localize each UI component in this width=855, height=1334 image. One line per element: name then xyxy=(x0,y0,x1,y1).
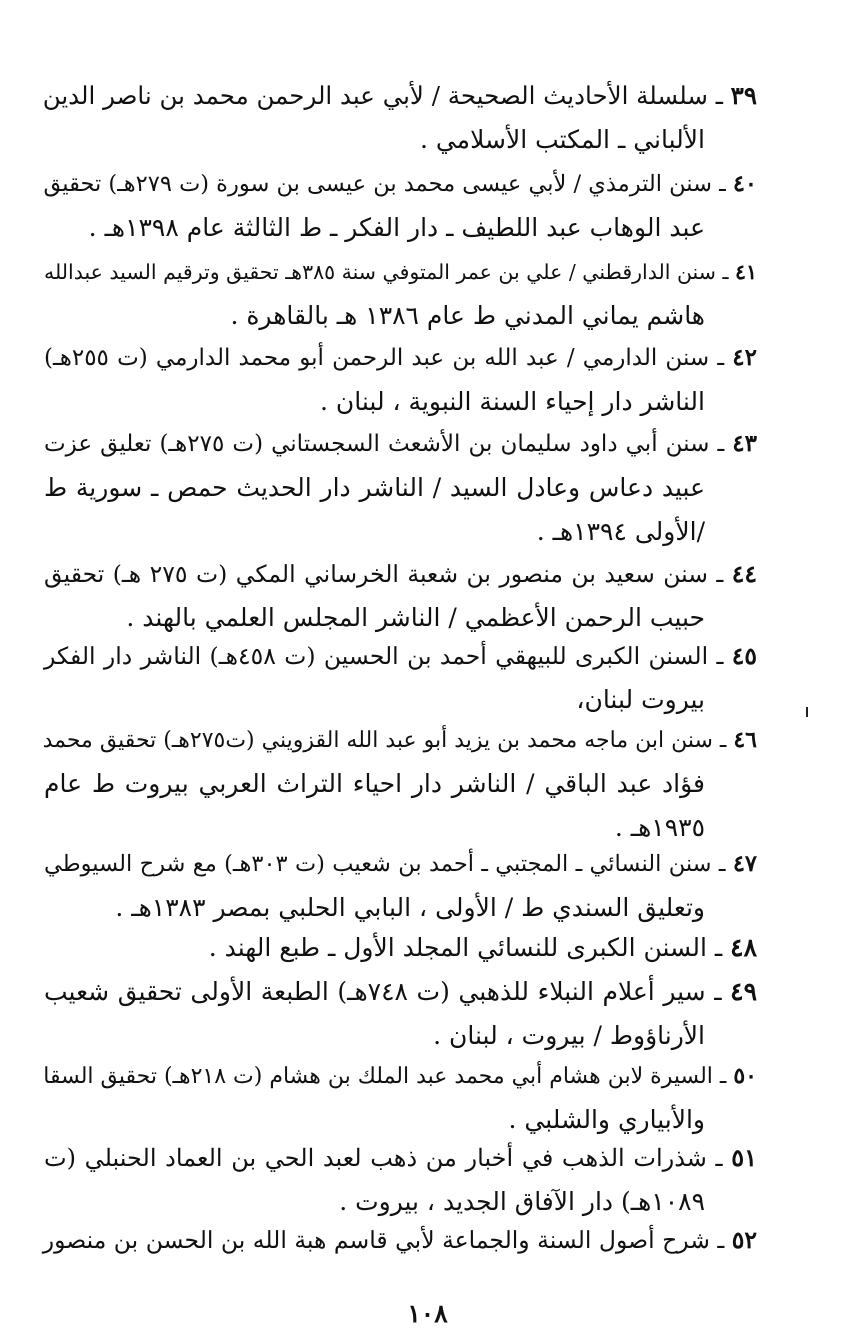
entry-text: سلسلة الأحاديث الصحيحة / لأبي عبد الرحمن محمد بن ناصر الدين xyxy=(42,81,708,110)
entry-text: سنن الدارمي / عبد الله بن عبد الرحمن أبو محمد الدارمي (ت ٢٥٥هـ) xyxy=(44,345,710,371)
entry-text: السنن الكبرى للبيهقي أحمد بن الحسين (ت ٤٥٨هـ) الناشر دار الفكر xyxy=(44,642,709,670)
entry-number: ٣٩ xyxy=(730,81,757,110)
entry-number: ٥٢ xyxy=(731,1226,757,1254)
entry-line: ٥٢ ـ شرح أصول السنة والجماعة لأبي قاسم هبة الله بن الحسن بن منصور xyxy=(42,1226,757,1254)
entry-number: ٤٤ xyxy=(731,560,757,588)
entry-number: ٤٥ xyxy=(731,642,757,670)
entry-line: حبيب الرحمن الأعظمي / الناشر المجلس العلمي بالهند . xyxy=(126,603,705,632)
entry-line: ٤٥ ـ السنن الكبرى للبيهقي أحمد بن الحسين (ت ٤٥٨هـ) الناشر دار الفكر xyxy=(44,642,757,670)
entry-line: ٥٠ ـ السيرة لابن هشام أبي محمد عبد الملك بن هشام (ت ٢١٨هـ) تحقيق السقا xyxy=(43,1063,757,1089)
entry-line: هاشم يماني المدني ط عام ١٣٨٦ هـ بالقاهرة . xyxy=(230,301,705,330)
entry-line: ٤٦ ـ سنن ابن ماجه محمد بن يزيد أبو عبد الله القزويني (ت٢٧٥هـ) تحقيق محمد xyxy=(42,727,757,753)
entry-number: ٤٧ xyxy=(732,851,757,877)
entry-line: عبد الوهاب عبد اللطيف ـ دار الفكر ـ ط الثالثة عام ١٣٩٨هـ . xyxy=(88,213,705,242)
entry-text: سنن أبي داود سليمان بن الأشعث السجستاني (ت ٢٧٥هـ) تعليق عزت xyxy=(44,431,710,457)
entry-line: ٤٨ ـ السنن الكبرى للنسائي المجلد الأول ـ طبع الهند . xyxy=(208,933,757,962)
entry-line: ١٠٨٩هـ) دار الآفاق الجديد ، بيروت . xyxy=(339,1187,705,1216)
entry-number: ٤٦ xyxy=(733,727,757,753)
margin-mark xyxy=(806,707,808,717)
entry-text: شذرات الذهب في أخبار من ذهب لعبد الحي بن العماد الحنبلي (ت xyxy=(44,1144,707,1172)
entry-number: ٤٠ xyxy=(732,171,757,197)
entry-line: وتعليق السندي ط / الأولى ، البابي الحلبي بمصر ١٣٨٣هـ . xyxy=(115,893,705,922)
entry-line: ٣٩ ـ سلسلة الأحاديث الصحيحة / لأبي عبد الرحمن محمد بن ناصر الدين xyxy=(42,81,757,110)
entry-number: ٤٨ xyxy=(730,933,757,962)
entry-number: ٥١ xyxy=(731,1143,757,1172)
entry-line: والأبياري والشلبي . xyxy=(508,1105,705,1134)
entry-line: ١٩٣٥هـ . xyxy=(614,813,705,842)
entry-text: سنن ابن ماجه محمد بن يزيد أبو عبد الله القزويني (ت٢٧٥هـ) تحقيق محمد xyxy=(42,728,713,753)
entry-line: ٤٢ ـ سنن الدارمي / عبد الله بن عبد الرحمن أبو محمد الدارمي (ت ٢٥٥هـ) xyxy=(44,344,757,371)
entry-line: ٤٠ ـ سنن الترمذي / لأبي عيسى محمد بن عيسى بن سورة (ت ٢٧٩هـ) تحقيق xyxy=(43,171,757,197)
entry-line: عبيد دعاس وعادل السيد / الناشر دار الحديث حمص ـ سورية ط xyxy=(44,473,705,502)
entry-text: شرح أصول السنة والجماعة لأبي قاسم هبة الله بن الحسن بن منصور xyxy=(42,1226,710,1254)
entry-line: ٤٩ ـ سير أعلام النبلاء للذهبي (ت ٧٤٨هـ) الطبعة الأولى تحقيق شعيب xyxy=(44,977,757,1006)
entry-text: السنن الكبرى للنسائي المجلد الأول ـ طبع الهند . xyxy=(208,933,707,962)
entry-number: ٤٢ xyxy=(732,344,757,371)
entry-line: ٤٤ ـ سنن سعيد بن منصور بن شعبة الخرساني المكي (ت ٢٧٥ هـ) تحقيق xyxy=(44,560,757,588)
entry-line: ٤٧ ـ سنن النسائي ـ المجتبي ـ أحمد بن شعيب (ت ٣٠٣هـ) مع شرح السيوطي xyxy=(44,851,757,877)
entry-line: بيروت لبنان، xyxy=(576,685,705,714)
entry-line: الأرناؤوط / بيروت ، لبنان . xyxy=(433,1021,705,1050)
entry-text: سير أعلام النبلاء للذهبي (ت ٧٤٨هـ) الطبعة الأولى تحقيق شعيب xyxy=(44,977,706,1006)
entry-number: ٥٠ xyxy=(733,1063,757,1089)
entry-text: السيرة لابن هشام أبي محمد عبد الملك بن هشام (ت ٢١٨هـ) تحقيق السقا xyxy=(43,1064,713,1089)
entry-line: /الأولى ١٣٩٤هـ . xyxy=(536,517,705,546)
entry-text: سنن النسائي ـ المجتبي ـ أحمد بن شعيب (ت ٣٠٣هـ) مع شرح السيوطي xyxy=(44,851,712,877)
entry-line: فؤاد عبد الباقي / الناشر دار احياء التراث العربي بيروت ط عام xyxy=(44,769,705,798)
page-number: ١٠٨ xyxy=(407,1299,448,1328)
entry-number: ٤٩ xyxy=(730,977,757,1006)
entry-number: ٤٣ xyxy=(732,430,757,457)
entry-number: ٤١ xyxy=(734,260,757,284)
entry-text: سنن سعيد بن منصور بن شعبة الخرساني المكي (ت ٢٧٥ هـ) تحقيق xyxy=(44,560,708,588)
entry-text: سنن الترمذي / لأبي عيسى محمد بن عيسى بن سورة (ت ٢٧٩هـ) تحقيق xyxy=(43,171,712,197)
entry-line: الألباني ـ المكتب الأسلامي . xyxy=(419,125,705,154)
entry-text: سنن الدارقطني / علي بن عمر المتوفي سنة ٣٨٥هـ تحقيق وترقيم السيد عبدالله xyxy=(43,260,716,284)
entry-line: ٤٣ ـ سنن أبي داود سليمان بن الأشعث السجستاني (ت ٢٧٥هـ) تعليق عزت xyxy=(44,430,757,457)
entry-line: ٤١ ـ سنن الدارقطني / علي بن عمر المتوفي سنة ٣٨٥هـ تحقيق وترقيم السيد عبدالله xyxy=(43,260,757,284)
entry-line: الناشر دار إحياء السنة النبوية ، لبنان . xyxy=(320,387,705,416)
entry-line: ٥١ ـ شذرات الذهب في أخبار من ذهب لعبد الحي بن العماد الحنبلي (ت xyxy=(44,1143,757,1172)
